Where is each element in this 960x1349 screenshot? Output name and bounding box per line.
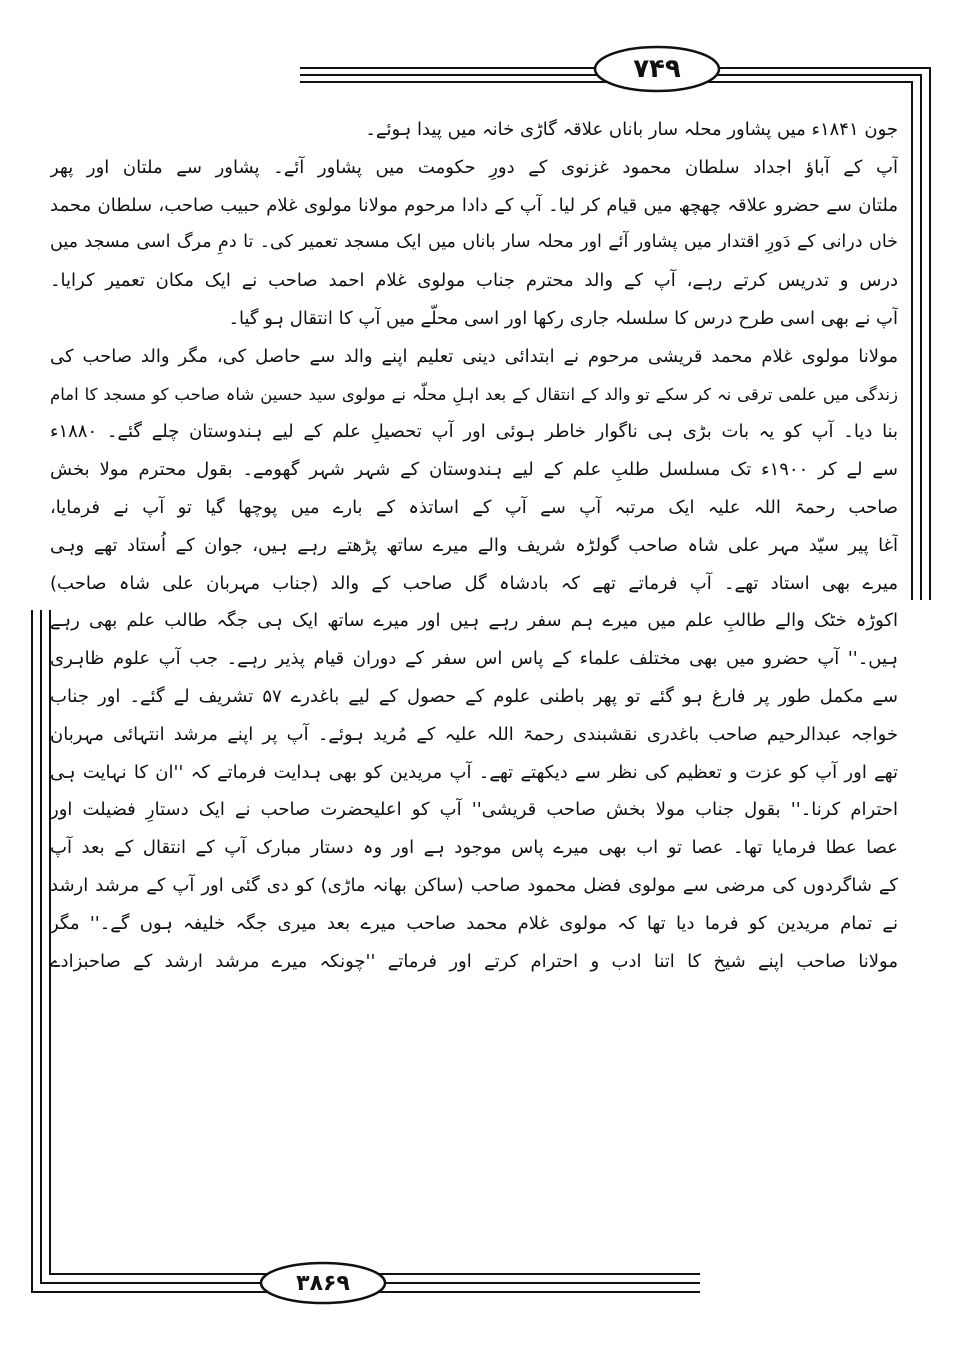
text-line: مولانا مولوی غلام محمد قریشی مرحوم نے ابتدائی دینی تعلیم اپنے والد سے حاصل کی، مگر والد صاحب کی <box>50 345 898 367</box>
text-line: آپ کے آباؤ اجداد سلطان محمود غزنوی کے دورِ حکومت میں پشاور آئے۔ پشاور سے ملتان اور پھر <box>50 156 898 178</box>
page-number-bottom: ۳۸۶۹ <box>296 1270 350 1296</box>
text-line: تھے اور آپ کو عزت و تعظیم کی نظر سے دیکھتے تھے۔ آپ مریدین کو بھی ہدایت فرماتے کہ ''ان کا نہایت ہی <box>50 761 898 783</box>
body-text <box>50 111 898 980</box>
page-number-top: ۷۴۹ <box>633 54 681 84</box>
text-line: خواجہ عبدالرحیم صاحب باغدری نقشبندی رحمۃ اللہ علیہ کے مُرید ہوئے۔ آپ پر اپنے مرشد انتہائی مہربان <box>50 723 898 745</box>
text-line: کے شاگردوں کی مرضی سے مولوی فضل محمود صاحب (ساکن بھانہ ماڑی) کو دی گئی اور آپ کے مرشد ارشد <box>50 874 898 896</box>
text-line: میرے بھی استاد تھے۔ آپ فرماتے تھے کہ بادشاہ گل صاحب کے والد (جناب مہربان علی شاہ صاحب) <box>50 572 898 594</box>
text-line: خاں درانی کے دَورِ اقتدار میں پشاور آئے اور محلہ سار باناں میں ایک مسجد تعمیر کی۔ تا دمِ مرگ اسی مسجد میں <box>50 232 898 253</box>
text-line: آغا پیر سیّد مہر علی شاہ صاحب گولڑہ شریف والے میرے ساتھ پڑھتے رہے ہیں، جوان کے اُستاد تھے وہی <box>50 534 898 556</box>
text-line: اکوڑہ خٹک والے طالبِ علم میں میرے ہم سفر رہے ہیں اور میرے ساتھ ایک ہی جگہ طالب علم بھی رہے <box>50 610 898 632</box>
text-line: سے مکمل طور پر فارغ ہو گئے تو پھر باطنی علوم کے حصول کے لیے باغدرے ۵۷ تشریف لے گئے۔ اور جناب <box>50 685 898 707</box>
text-line: نے تمام مریدین کو فرما دیا تھا کہ مولوی غلام محمد صاحب میرے بعد میری جگہ خلیفہ ہوں گے۔'' مگر <box>50 912 898 934</box>
text-line: احترام کرنا۔'' بقول جناب مولا بخش صاحب قریشی'' آپ کو اعلیحضرت صاحب نے ایک دستارِ فضیلت اور <box>50 799 898 821</box>
text-line: سے لے کر ۱۹۰۰ء تک مسلسل طلبِ علم کے لیے ہندوستان کے شہر شہر گھومے۔ بقول محترم مولا بخش <box>50 459 898 481</box>
text-line: بنا دیا۔ آپ کو یہ بات بڑی ہی ناگوار خاطر ہوئی اور آپ تحصیلِ علم کے لیے ہندوستان چلے گئے۔ ۱۸۸۰ء <box>50 421 898 443</box>
text-line: ہیں۔'' آپ حضرو میں بھی مختلف علماء کے پاس اس سفر کے دوران قیام پذیر رہے۔ جب آپ علوم ظاہری <box>50 648 898 670</box>
text-line: مولانا صاحب اپنے شیخ کا اتنا ادب و احترام کرتے اور فرماتے ''چونکہ میرے مرشد ارشد کے صاحبزادے <box>50 950 898 972</box>
text-line: زندگی میں علمی ترقی نہ کر سکے تو والد کے انتقال کے بعد اہلِ محلّہ نے مولوی سید حسین شاہ صاحب کو مسجد کا امام <box>50 384 898 404</box>
text-line: صاحب رحمۃ اللہ علیہ ایک مرتبہ آپ سے آپ کے اساتذہ کے بارے میں پوچھا گیا تو آپ نے فرمایا، <box>50 496 898 518</box>
text-line: جون ۱۸۴۱ء میں پشاور محلہ سار باناں علاقہ گاڑی خانہ میں پیدا ہوئے۔ <box>365 119 898 140</box>
text-line: آپ نے بھی اسی طرح درس کا سلسلہ جاری رکھا اور اسی محلّے میں آپ کا انتقال ہو گیا۔ <box>228 307 898 329</box>
text-line: درس و تدریس کرتے رہے، آپ کے والد محترم جناب مولوی غلام احمد صاحب نے ایک مکان تعمیر کرایا۔ <box>50 270 898 292</box>
text-line: ملتان سے حضرو علاقہ چھچھ میں قیام کر لیا۔ آپ کے دادا مرحوم مولانا مولوی غلام حبیب صاحب، سلطان محمد <box>50 194 898 216</box>
text-line: عصا عطا فرمایا تھا۔ عصا تو اب بھی میرے پاس موجود ہے اور وہ دستار مبارک آپ کے انتقال کے بعد آپ <box>50 837 898 859</box>
